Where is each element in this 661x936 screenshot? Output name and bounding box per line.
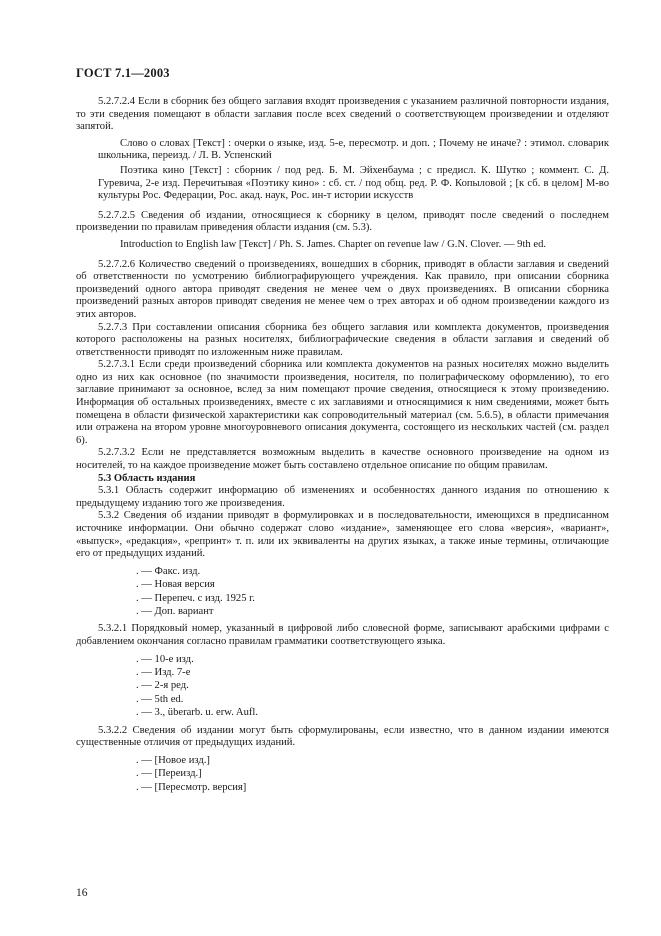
example-list-item: . — Факс. изд. <box>136 565 201 577</box>
bibliographic-example: Introduction to English law [Текст] / Ph. S. James. Chapter on revenue law / G.N. Clover. — 9th ed. <box>120 238 547 250</box>
example-list <box>76 653 609 720</box>
paragraph: 5.3.1 Область содержит информацию об изменениях и особенностях данного издания по отношению к предыдущему изданию того же произведения. <box>76 485 609 509</box>
paragraph: 5.2.7.2.5 Сведения об издании, относящиеся к сборнику в целом, приводят после сведений о последнем произведении по правилам приведения области издания (см. 5.3). <box>76 209 609 234</box>
example-list <box>76 565 609 619</box>
bibliographic-example: Слово о словах [Текст] : очерки о языке, изд. 5-е, пересмотр. и доп. ; Почему не иначе? : этимол. словарик школьника, переизд. / Л. В. Успенский <box>98 137 609 162</box>
example-list-item: . — Новая версия <box>136 579 215 591</box>
example-list-item: . — 10-е изд. <box>136 653 194 665</box>
paragraph: 5.2.7.3 При составлении описания сборника без общего заглавия или комплекта документов, произведения которого расположены на разных носителях, библиографические сведения в области заглавия и сведений об ответственности приводят по изложенным ниже правилам. <box>76 321 609 358</box>
page-number: 16 <box>76 887 88 899</box>
example-list-item: . — 2-я ред. <box>136 680 189 692</box>
section-heading: 5.3 Область издания <box>98 472 196 484</box>
example-list <box>76 754 609 794</box>
paragraph: 5.3.2 Сведения об издании приводят в формулировках и в последовательности, имеющихся в предписанном источнике информации. Они обычно содержат слово «издание», заменяющее его слова «версия», «вариант», «выпуск», «редакция», «репринт» т. п. или их эквиваленты на других языках, а также иные термины, отличающие его от предыдущих изданий. <box>76 510 609 560</box>
example-list-item: . — Доп. вариант <box>136 606 214 617</box>
paragraph: 5.3.2.1 Порядковый номер, указанный в цифровой либо словесной форме, записывают арабскими цифрами с добавлением окончания согласно правилам грамматики соответствующего языка. <box>76 623 609 647</box>
paragraph: 5.2.7.3.2 Если не представляется возможным выделить в качестве основного произведение на одном из носителей, то на каждое произведение может быть составлено отдельное описание по общим правилам. <box>76 447 609 472</box>
example-list-item: . — Перепеч. с изд. 1925 г. <box>136 592 255 604</box>
document-body <box>76 96 609 799</box>
paragraph: 5.2.7.2.4 Если в сборник без общего заглавия входят произведения с указанием различной повторности издания, то эти сведения помещают в области заглавия после всех сведений о соответствующем произведении и отделяют запятой. <box>76 96 609 133</box>
example-list-item: . — 3., überarb. u. erw. Aufl. <box>136 707 258 719</box>
example-list-item: . — [Пересмотр. версия] <box>136 781 247 793</box>
example-list-item: . — [Переизд.] <box>136 768 202 780</box>
example-list-item: . — [Новое изд.] <box>136 754 210 766</box>
page-header: ГОСТ 7.1—2003 <box>76 66 170 80</box>
bibliographic-example: Поэтика кино [Текст] : сборник / под ред. Б. М. Эйхенбаума ; с предисл. К. Шутко ; коммент. С. Д. Гуревича, 2-е изд. Перечитывая «Поэтику кино» : сб. ст. / под общ. ред. Р. Ф. Копыловой ; [к сб. в целом] М-во культуры Рос. Федерации, Рос. акад. наук, Рос. ин-т истории искусств <box>98 164 609 202</box>
paragraph: 5.2.7.3.1 Если среди произведений сборника или комплекта документов на разных носителях можно выделить одно из них как основное (по значимости произведения, носителя, по полиграфическому оформлению), то его заглавие принимают за основное, вслед за ним помещают прочие сведения, относящиеся к этому произведению. Информация об остальных произведениях, вместе с их заглавиями и относящимися к ним сведениями, может быть помещена в области физической характеристики как сопроводительный материал (см. 5.6.5), в области примечания или отражена на втором уровне многоуровневого описания документа, состоящего из нескольких частей (см. раздел 6). <box>76 359 609 446</box>
paragraph: 5.2.7.2.6 Количество сведений о произведениях, вошедших в сборник, приводят в области заглавия и сведений об ответственности по усмотрению библиографирующего учреждения. Как правило, при описании сборника произведений одного автора приводят сведения не менее чем о двух произведениях. В описании сборника произведений разных авторов приводят сведения не менее чем о трех авторах и об одном произведении каждого из этих авторов. <box>76 258 609 320</box>
paragraph: 5.3.2.2 Сведения об издании могут быть сформулированы, если известно, что в данном издании имеются существенные отличия от предыдущих изданий. <box>76 724 609 749</box>
example-list-item: . — Изд. 7-е <box>136 667 191 678</box>
example-list-item: . — 5th ed. <box>136 693 184 705</box>
